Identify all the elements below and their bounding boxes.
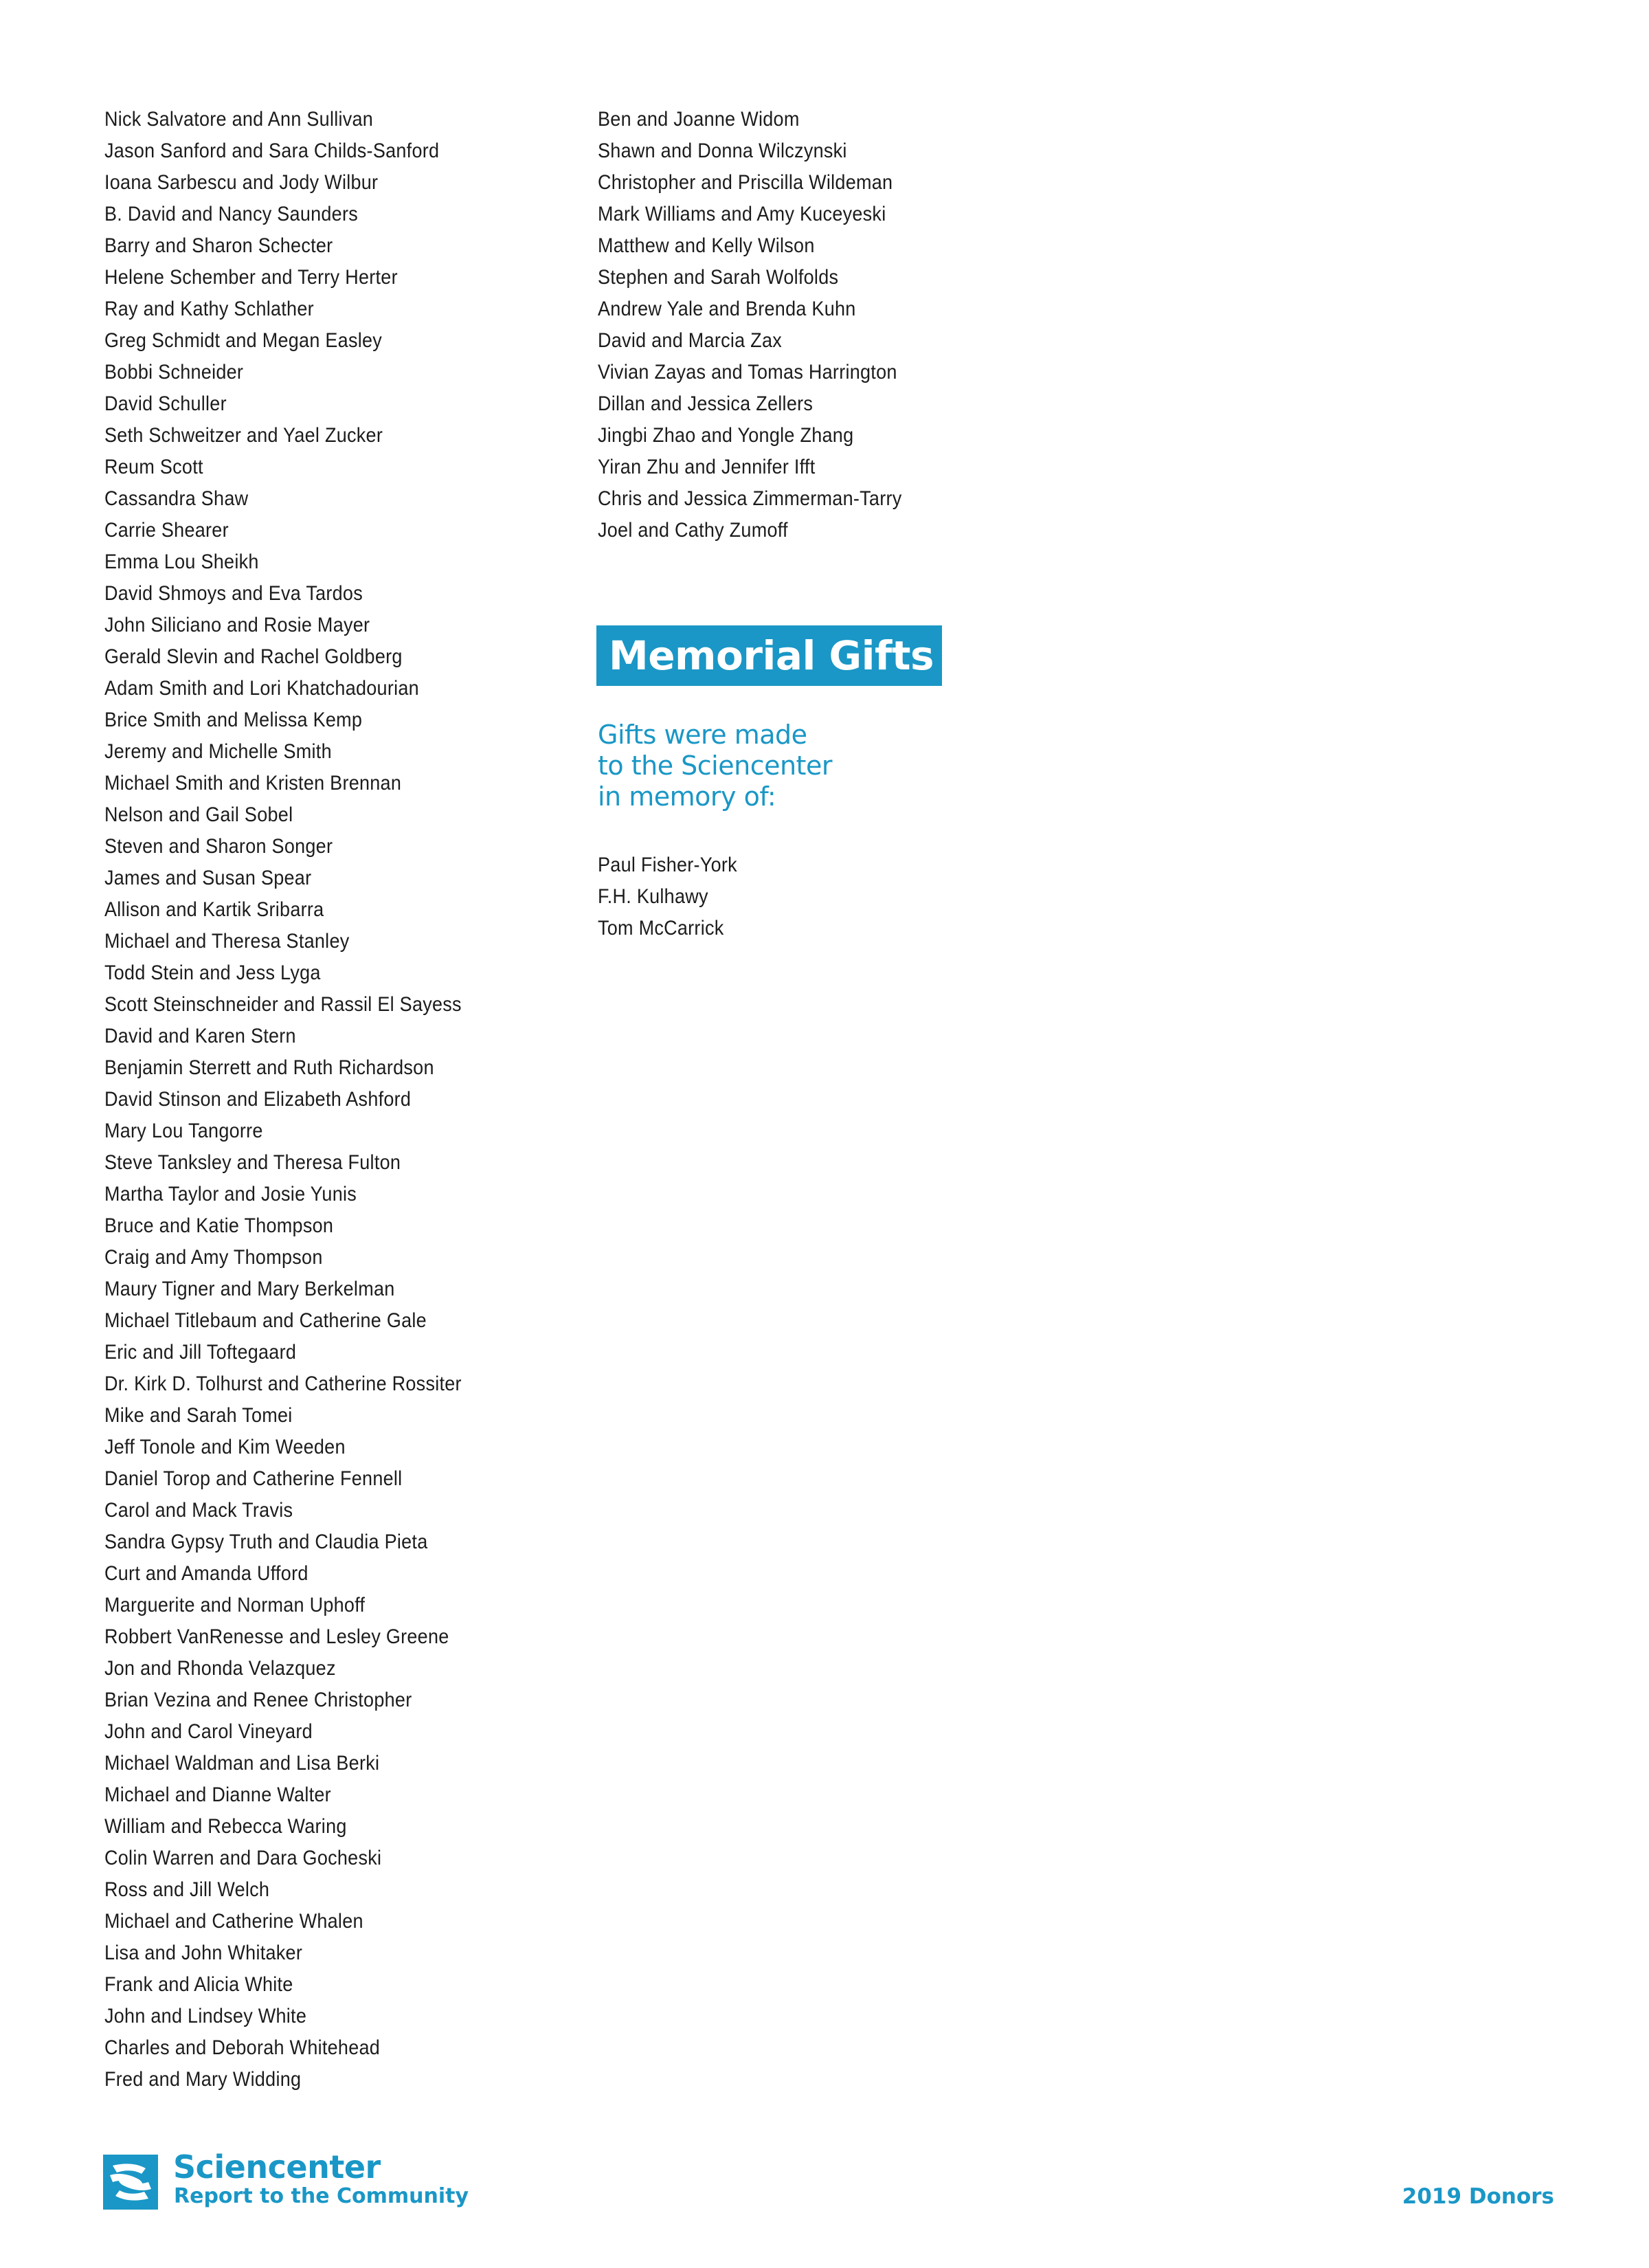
donor-name: Gerald Slevin and Rachel Goldberg bbox=[104, 645, 403, 668]
brand-tagline: Report to the Community bbox=[174, 2184, 469, 2208]
donor-name: Colin Warren and Dara Gocheski bbox=[104, 1847, 382, 1869]
donor-name: John and Lindsey White bbox=[104, 2005, 307, 2027]
donor-name: Greg Schmidt and Megan Easley bbox=[104, 329, 383, 352]
donor-name: Maury Tigner and Mary Berkelman bbox=[104, 1278, 395, 1300]
donor-name: Scott Steinschneider and Rassil El Sayess bbox=[104, 993, 462, 1016]
donor-name: Mary Lou Tangorre bbox=[104, 1120, 263, 1142]
memorial-name: Tom McCarrick bbox=[598, 917, 724, 940]
donor-name: Todd Stein and Jess Lyga bbox=[104, 961, 321, 984]
donor-name: Brian Vezina and Renee Christopher bbox=[104, 1689, 412, 1711]
donor-name: Reum Scott bbox=[104, 456, 203, 478]
sciencenter-hands-logo-icon bbox=[103, 2155, 158, 2210]
donor-name: Benjamin Sterrett and Ruth Richardson bbox=[104, 1056, 434, 1079]
donor-name: Andrew Yale and Brenda Kuhn bbox=[598, 298, 856, 320]
donor-name: Brice Smith and Melissa Kemp bbox=[104, 709, 363, 731]
memorial-name: F.H. Kulhawy bbox=[598, 885, 708, 908]
donor-name: Ioana Sarbescu and Jody Wilbur bbox=[104, 171, 379, 194]
donor-name: David Schuller bbox=[104, 392, 227, 415]
memorial-names-list bbox=[598, 849, 941, 944]
donor-name: Helene Schember and Terry Herter bbox=[104, 266, 398, 289]
donor-name: Allison and Kartik Sribarra bbox=[104, 898, 324, 921]
memorial-intro-text bbox=[598, 720, 886, 812]
donor-name: Yiran Zhu and Jennifer Ifft bbox=[598, 456, 816, 478]
donor-name: David Shmoys and Eva Tardos bbox=[104, 582, 363, 605]
donor-name: Charles and Deborah Whitehead bbox=[104, 2036, 381, 2059]
donor-name: Dillan and Jessica Zellers bbox=[598, 392, 814, 415]
memorial-gifts-heading: Memorial Gifts bbox=[596, 625, 942, 686]
donor-name: Adam Smith and Lori Khatchadourian bbox=[104, 677, 419, 700]
donor-name: Bruce and Katie Thompson bbox=[104, 1214, 334, 1237]
donor-name: Steven and Sharon Songer bbox=[104, 835, 333, 858]
donor-name: Jingbi Zhao and Yongle Zhang bbox=[598, 424, 854, 447]
donor-name: Dr. Kirk D. Tolhurst and Catherine Rossiter bbox=[104, 1372, 462, 1395]
donor-name: Jeremy and Michelle Smith bbox=[104, 740, 332, 763]
donor-name: David Stinson and Elizabeth Ashford bbox=[104, 1088, 412, 1111]
donor-name: Jon and Rhonda Velazquez bbox=[104, 1657, 336, 1680]
donor-name: Eric and Jill Toftegaard bbox=[104, 1341, 297, 1364]
memorial-intro-line: to the Sciencenter bbox=[598, 751, 832, 781]
donor-name: Nelson and Gail Sobel bbox=[104, 803, 293, 826]
donor-name: B. David and Nancy Saunders bbox=[104, 203, 358, 225]
donor-name: Michael and Catherine Whalen bbox=[104, 1910, 363, 1933]
donor-list-left bbox=[104, 104, 551, 2095]
donor-name: Nick Salvatore and Ann Sullivan bbox=[104, 108, 374, 131]
donor-name: Michael Waldman and Lisa Berki bbox=[104, 1752, 380, 1775]
donor-name: Fred and Mary Widding bbox=[104, 2068, 302, 2091]
donor-name: Ross and Jill Welch bbox=[104, 1878, 270, 1901]
donor-name: David and Karen Stern bbox=[104, 1025, 296, 1047]
memorial-name: Paul Fisher-York bbox=[598, 854, 737, 876]
brand-name: Sciencenter bbox=[173, 2148, 381, 2186]
donor-name: William and Rebecca Waring bbox=[104, 1815, 347, 1838]
donor-name: Michael and Theresa Stanley bbox=[104, 930, 350, 953]
donor-name: Cassandra Shaw bbox=[104, 487, 249, 510]
donor-name: John Siliciano and Rosie Mayer bbox=[104, 614, 370, 636]
memorial-intro-line: Gifts were made bbox=[598, 720, 807, 750]
donor-name: Ben and Joanne Widom bbox=[598, 108, 800, 131]
donor-name: Stephen and Sarah Wolfolds bbox=[598, 266, 839, 289]
donor-name: Sandra Gypsy Truth and Claudia Pieta bbox=[104, 1531, 428, 1553]
donor-name: Michael and Dianne Walter bbox=[104, 1783, 331, 1806]
donor-name: Curt and Amanda Ufford bbox=[104, 1562, 309, 1585]
donor-name: Jeff Tonole and Kim Weeden bbox=[104, 1436, 346, 1458]
donor-list-right bbox=[598, 104, 1044, 546]
donor-name: Daniel Torop and Catherine Fennell bbox=[104, 1467, 403, 1490]
donor-name: David and Marcia Zax bbox=[598, 329, 783, 352]
donor-name: Shawn and Donna Wilczynski bbox=[598, 140, 847, 162]
donor-name: Joel and Cathy Zumoff bbox=[598, 519, 788, 542]
donor-name: James and Susan Spear bbox=[104, 867, 312, 889]
donor-name: Steve Tanksley and Theresa Fulton bbox=[104, 1151, 401, 1174]
donor-name: Mike and Sarah Tomei bbox=[104, 1404, 293, 1427]
donor-name: Marguerite and Norman Uphoff bbox=[104, 1594, 366, 1616]
donor-name: Carol and Mack Travis bbox=[104, 1499, 293, 1522]
donor-name: Craig and Amy Thompson bbox=[104, 1246, 323, 1269]
donor-name: Barry and Sharon Schecter bbox=[104, 234, 333, 257]
donor-name: Michael Smith and Kristen Brennan bbox=[104, 772, 402, 794]
page-footer-label: 2019 Donors bbox=[1402, 2184, 1554, 2209]
donor-name: John and Carol Vineyard bbox=[104, 1720, 313, 1743]
donor-name: Chris and Jessica Zimmerman-Tarry bbox=[598, 487, 902, 510]
donor-name: Matthew and Kelly Wilson bbox=[598, 234, 815, 257]
donor-name: Mark Williams and Amy Kuceyeski bbox=[598, 203, 886, 225]
donor-name: Ray and Kathy Schlather bbox=[104, 298, 314, 320]
donor-name: Vivian Zayas and Tomas Harrington bbox=[598, 361, 897, 383]
donor-name: Robbert VanRenesse and Lesley Greene bbox=[104, 1625, 449, 1648]
donor-name: Frank and Alicia White bbox=[104, 1973, 293, 1996]
donor-name: Carrie Shearer bbox=[104, 519, 229, 542]
donor-name: Bobbi Schneider bbox=[104, 361, 244, 383]
donor-name: Jason Sanford and Sara Childs-Sanford bbox=[104, 140, 440, 162]
donor-name: Seth Schweitzer and Yael Zucker bbox=[104, 424, 383, 447]
donor-name: Martha Taylor and Josie Yunis bbox=[104, 1183, 357, 1205]
donor-name: Lisa and John Whitaker bbox=[104, 1942, 303, 1964]
memorial-intro-line: in memory of: bbox=[598, 781, 776, 812]
donor-name: Emma Lou Sheikh bbox=[104, 551, 259, 573]
donor-name: Christopher and Priscilla Wildeman bbox=[598, 171, 893, 194]
donor-name: Michael Titlebaum and Catherine Gale bbox=[104, 1309, 427, 1332]
